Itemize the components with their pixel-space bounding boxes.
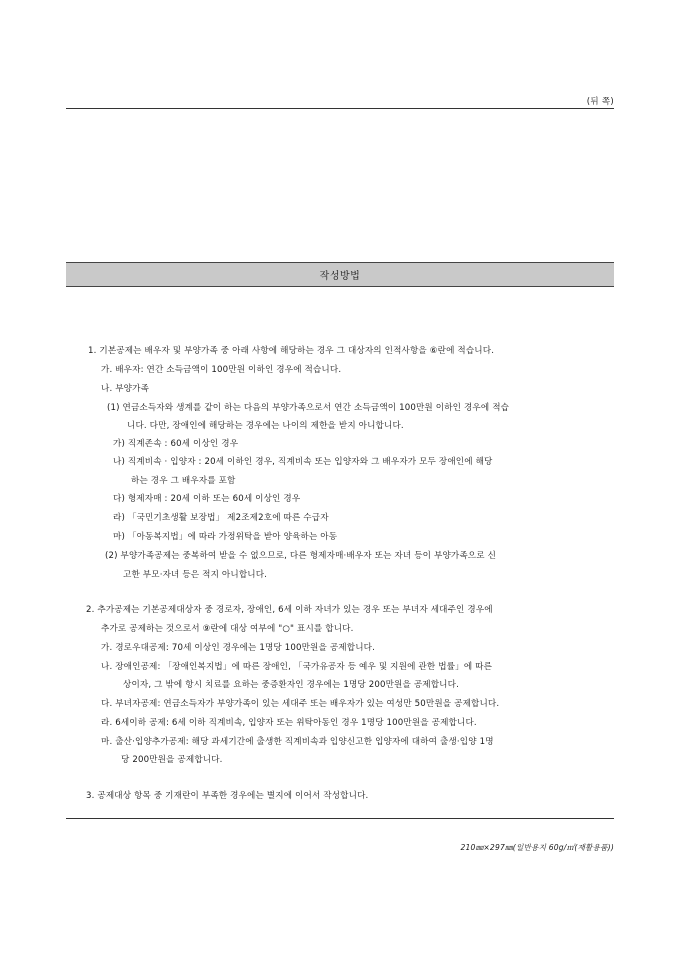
- instruction-item-1-na-1-line1: (1) 연금소득자와 생계를 같이 하는 다음의 부양가족으로서 연간 소득금액이 100만원 이하인 경우에 적습: [107, 403, 510, 413]
- paper-spec-footnote: 210㎜×297㎜(일반용지 60g/㎡(재활용품)): [460, 843, 614, 852]
- instruction-item-2-na-line2: 상이자, 그 밖에 항시 치료를 요하는 중증환자인 경우에는 1명당 200만원을 공제합니다.: [123, 680, 459, 690]
- instruction-item-3: 3. 공제대상 항목 중 기재란이 부족한 경우에는 별지에 이어서 작성합니다.: [86, 791, 369, 801]
- instruction-item-1: 1. 기본공제는 배우자 및 부양가족 중 아래 사항에 해당하는 경우 그 대상자의 인적사항을 ⑥란에 적습니다.: [88, 346, 495, 356]
- instruction-item-2-ra: 라. 6세이하 공제: 6세 이하 직계비속, 입양자 또는 위탁아동인 경우 1명당 100만원을 공제합니다.: [101, 718, 477, 728]
- instruction-item-1-na-1-na-line1: 나) 직계비속 · 입양자 : 20세 이하인 경우, 직계비속 또는 입양자와 그 배우자가 모두 장애인에 해당: [113, 457, 493, 467]
- instruction-item-1-na-1-line2: 니다. 다만, 장애인에 해당하는 경우에는 나이의 제한을 받지 아니합니다.: [127, 421, 404, 431]
- instruction-item-1-na-2-line2: 고한 부모·자녀 등은 적지 아니합니다.: [123, 570, 268, 580]
- back-page-label: (뒤 쪽): [586, 97, 614, 107]
- instruction-item-2-ma-line1: 마. 출산·입양추가공제: 해당 과세기간에 출생한 직계비속과 입양신고한 입양자에 대하여 출생·입양 1명: [101, 737, 494, 747]
- instruction-item-1-na-1-na-line2: 하는 경우 그 배우자를 포함: [131, 476, 236, 486]
- instruction-item-2-na-line1: 나. 장애인공제: 「장애인복지법」에 따른 장애인, 「국가유공자 등 예우 및 지원에 관한 법률」에 따른: [101, 662, 493, 672]
- instruction-item-1-na-1-ga: 가) 직계존속 : 60세 이상인 경우: [113, 439, 239, 449]
- instruction-item-2-da: 다. 부녀자공제: 연금소득자가 부양가족이 있는 세대주 또는 배우자가 있는 여성만 50만원을 공제합니다.: [101, 699, 500, 709]
- section-title: 작성방법: [319, 271, 361, 282]
- instruction-item-2-ga: 가. 경로우대공제: 70세 이상인 경우에는 1명당 100만원을 공제합니다.: [101, 643, 375, 653]
- bottom-divider: [66, 818, 614, 819]
- instruction-item-1-ga: 가. 배우자: 연간 소득금액이 100만원 이하인 경우에 적습니다.: [101, 365, 342, 375]
- instruction-item-2-line1: 2. 추가공제는 기본공제대상자 중 경로자, 장애인, 6세 이하 자녀가 있는 경우 또는 부녀자 세대주인 경우에: [86, 605, 493, 615]
- instruction-item-1-na-1-da: 다) 형제자매 : 20세 이하 또는 60세 이상인 경우: [113, 494, 301, 504]
- instruction-item-1-na: 나. 부양가족: [101, 384, 150, 394]
- instruction-item-1-na-1-ma: 마) 「아동복지법」에 따라 가정위탁을 받아 양육하는 아동: [113, 532, 338, 542]
- instruction-item-1-na-1-ra: 라) 「국민기초생활 보장법」 제2조제2호에 따른 수급자: [113, 513, 329, 523]
- instruction-item-1-na-2-line1: (2) 부양가족공제는 중복하여 받을 수 없으므로, 다른 형제자매·배우자 또는 자녀 등이 부양가족으로 신: [105, 551, 497, 561]
- instruction-item-2-line2: 추가로 공제하는 것으로서 ⑨란에 대상 여부에 "○" 표시를 합니다.: [101, 624, 354, 634]
- instruction-item-2-ma-line2: 당 200만원을 공제합니다.: [121, 755, 223, 765]
